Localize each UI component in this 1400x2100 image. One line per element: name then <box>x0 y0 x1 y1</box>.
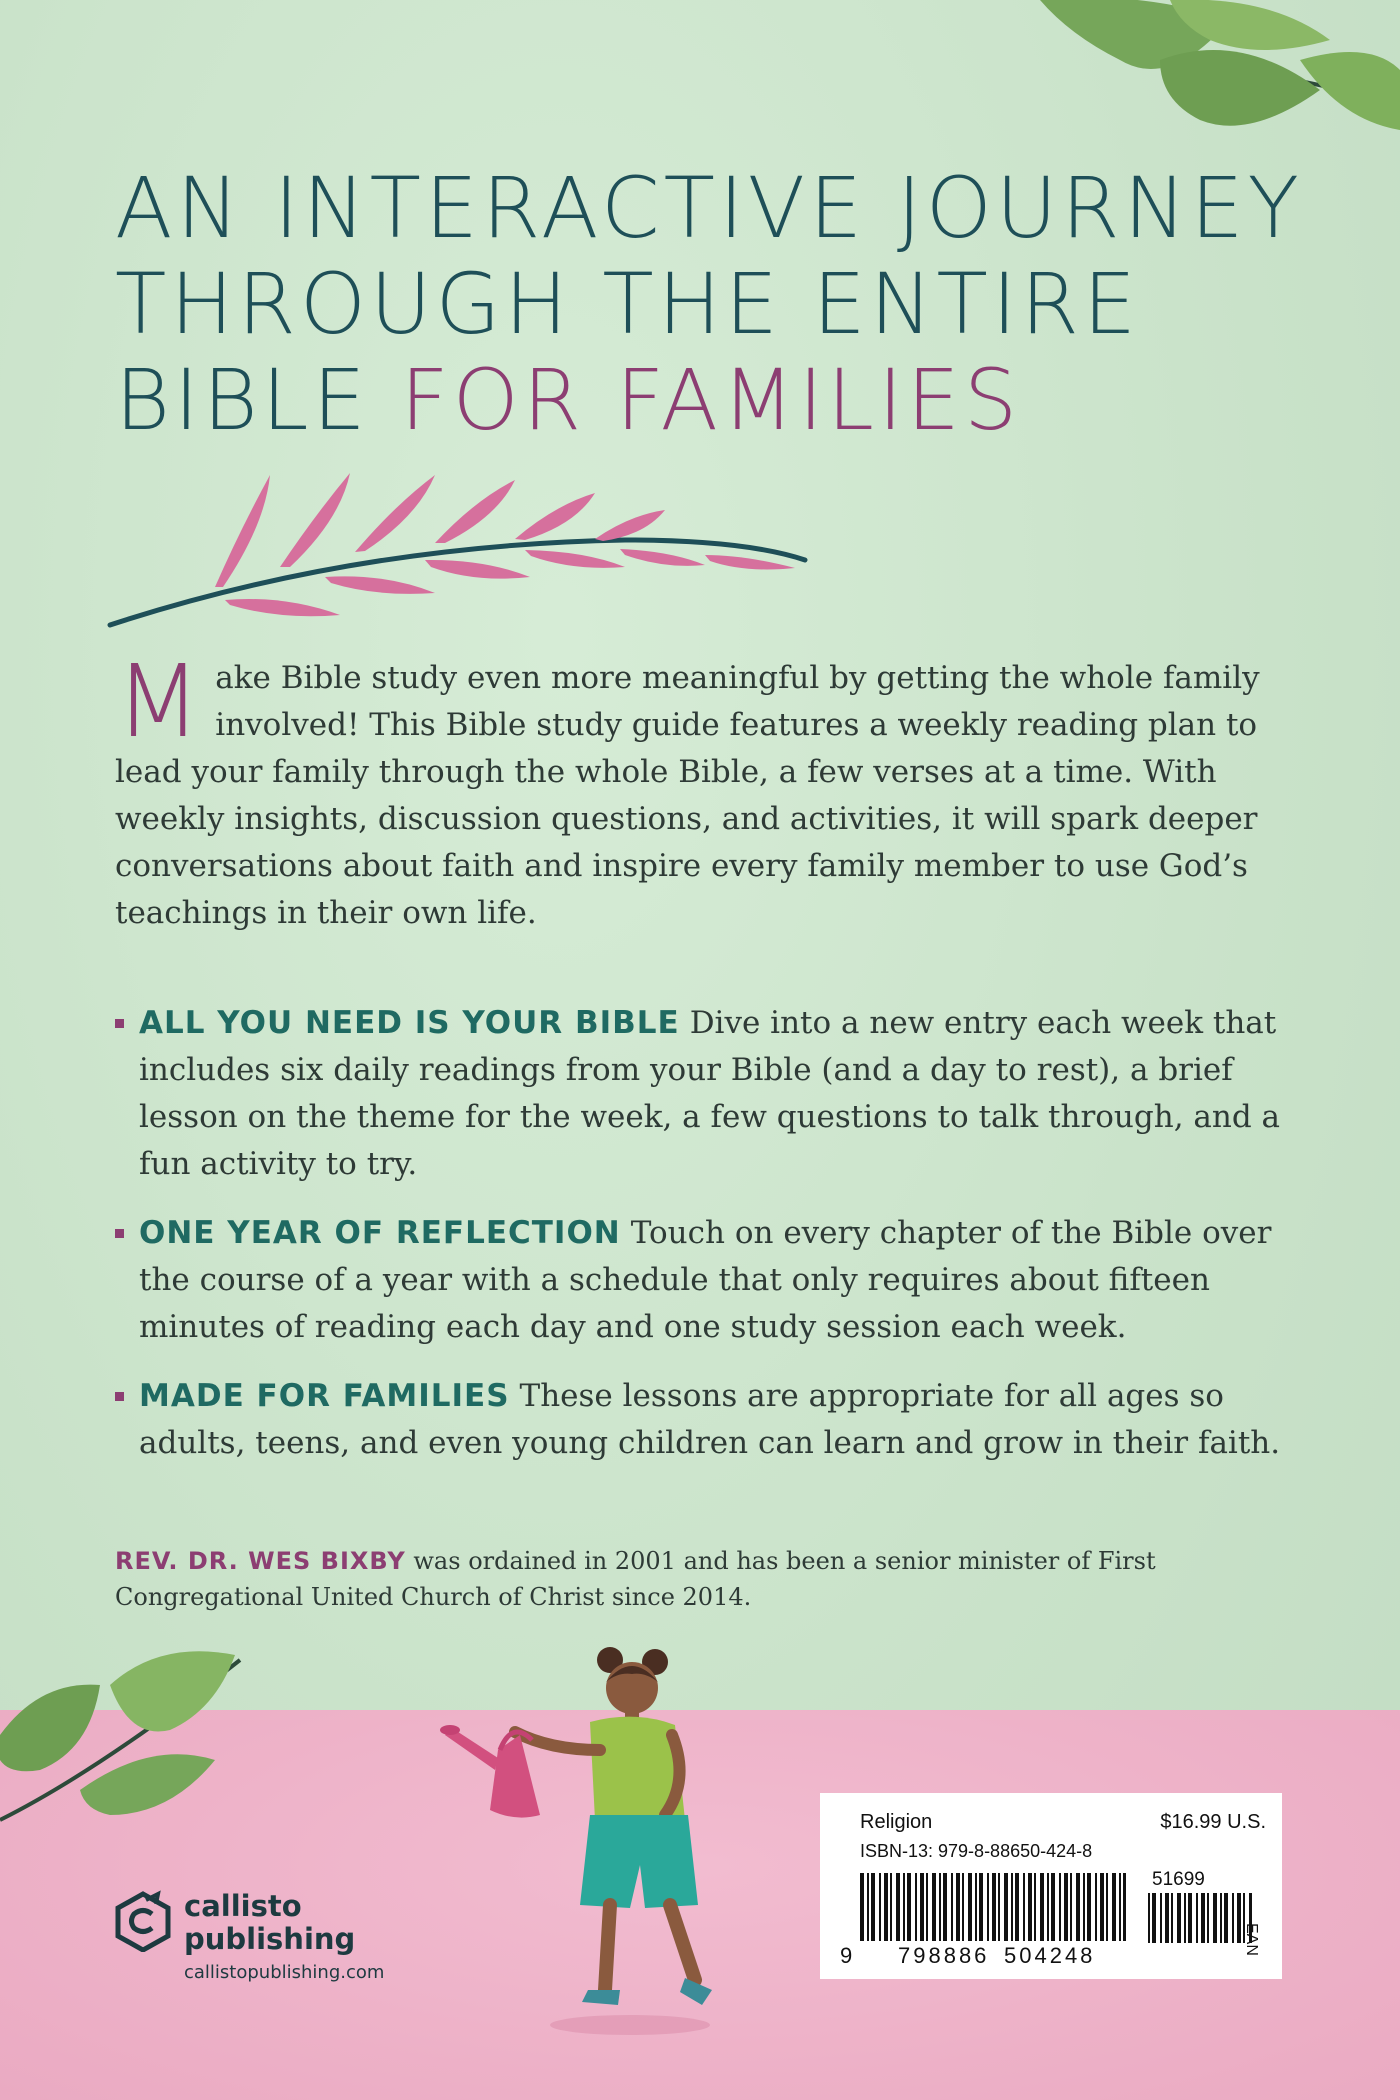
barcode-bar <box>939 1873 941 1941</box>
intro-paragraph <box>115 643 1275 937</box>
barcode-bar <box>1237 1893 1241 1943</box>
barcode-bar <box>1165 1893 1169 1943</box>
barcode-bar <box>1070 1873 1072 1941</box>
barcode-digit-first: 9 <box>840 1943 853 1968</box>
author-name: REV. DR. WES BIXBY <box>115 1547 406 1575</box>
barcode-bar <box>896 1873 900 1941</box>
barcode-bars <box>820 1867 1282 1947</box>
barcode-bar <box>1160 1893 1162 1943</box>
barcode-bar <box>920 1873 924 1941</box>
barcode-bar <box>975 1873 977 1941</box>
barcode-bar <box>987 1873 989 1941</box>
publisher-name <box>184 1890 355 1956</box>
barcode-bar <box>1083 1873 1085 1941</box>
barcode-bar <box>1051 1873 1055 1941</box>
barcode-bar <box>1232 1893 1234 1943</box>
barcode-bar <box>998 1873 1000 1941</box>
barcode-bar <box>951 1873 953 1941</box>
feature-list <box>115 1000 1295 1489</box>
barcode-digits-left: 798886 <box>898 1943 990 1968</box>
barcode-bar <box>903 1873 905 1941</box>
headline-line-1: AN INTERACTIVE JOURNEY <box>115 159 1303 257</box>
barcode-bar <box>932 1873 936 1941</box>
feature-item <box>115 1373 1295 1467</box>
girl-watering-can-illustration <box>440 1640 770 2040</box>
headline-line-2: THROUGH THE ENTIRE <box>115 255 1141 353</box>
bullet-square-icon <box>115 1019 124 1028</box>
feature-text: Dive into a new entry each week that includes six daily readings from your Bible (and a day to rest), a brief lesson on the theme for the week, a few questions to talk through, and a fun activity to try. <box>139 1005 1281 1182</box>
publisher-url[interactable]: callistopublishing.com <box>184 1962 385 1983</box>
barcode-bar <box>943 1873 947 1941</box>
author-bio <box>115 1543 1275 1615</box>
barcode-digits-right: 504248 <box>1004 1943 1096 1968</box>
headline-for-families: FOR FAMILIES <box>400 351 1022 449</box>
barcode-bar <box>968 1873 972 1941</box>
barcode-bar <box>867 1873 869 1941</box>
barcode-bar <box>1040 1873 1044 1941</box>
feature-text: These lessons are appropriate for all ages so adults, teens, and even young children can learn and grow in their faith. <box>139 1378 1281 1461</box>
barcode-category: Religion <box>860 1811 933 1833</box>
barcode-bar <box>871 1873 875 1941</box>
barcode-bar <box>907 1873 911 1941</box>
barcode-ean-label: EAN <box>1243 1923 1260 1956</box>
feature-title: ALL YOU NEED IS YOUR BIBLE <box>139 1005 680 1041</box>
barcode-bar <box>1196 1893 1198 1943</box>
barcode-bar <box>1076 1873 1080 1941</box>
feature-item <box>115 1210 1295 1351</box>
barcode-price: $16.99 U.S. <box>1160 1811 1266 1833</box>
author-bio-text: was ordained in 2001 and has been a senior minister of First Congregational United Church of Christ since 2014. <box>115 1547 1156 1611</box>
barcode-bar <box>1011 1873 1013 1941</box>
barcode-bar <box>915 1873 917 1941</box>
barcode-bar <box>1034 1873 1036 1941</box>
barcode-bar <box>1064 1873 1068 1941</box>
feature-text: Touch on every chapter of the Bible over the course of a year with a schedule that only requires about fifteen minutes of reading each day and one study session each week. <box>139 1215 1272 1345</box>
barcode-bar <box>1059 1873 1061 1941</box>
barcode-bar <box>1201 1893 1205 1943</box>
publisher-name-line-2: publishing <box>184 1922 356 1956</box>
barcode-bar <box>1148 1893 1150 1943</box>
barcode-bar <box>1152 1893 1156 1943</box>
barcode-bar <box>1015 1873 1019 1941</box>
barcode-bar <box>926 1873 928 1941</box>
publisher-name-line-1: callisto <box>184 1889 302 1923</box>
barcode-bar <box>1123 1873 1126 1941</box>
barcode-label <box>820 1793 1282 1979</box>
barcode-bar <box>1047 1873 1049 1941</box>
headline-bible: BIBLE <box>115 351 370 449</box>
barcode-bar <box>1188 1893 1192 1943</box>
barcode-bar <box>1220 1893 1222 1943</box>
barcode-bar <box>992 1873 996 1941</box>
leaf-cluster-top-right <box>1000 0 1400 150</box>
barcode-bar <box>1028 1873 1032 1941</box>
barcode-bar <box>1023 1873 1025 1941</box>
barcode-bar <box>879 1873 881 1941</box>
barcode-bar <box>1184 1893 1186 1943</box>
barcode-bar <box>1119 1873 1121 1941</box>
barcode-bar <box>884 1873 888 1941</box>
headline-line-3 <box>115 352 1315 448</box>
feature-title: MADE FOR FAMILIES <box>139 1378 510 1414</box>
leaf-cluster-left <box>0 1640 260 1830</box>
barcode-isbn: ISBN-13: 979-8-88650-424-8 <box>860 1841 1093 1861</box>
fern-branch-decoration <box>105 455 825 640</box>
barcode-bar <box>1171 1893 1173 1943</box>
barcode-bar <box>1106 1873 1108 1941</box>
barcode-bar <box>1095 1873 1097 1941</box>
barcode-bar <box>1100 1873 1104 1941</box>
feature-item <box>115 1000 1295 1188</box>
barcode-addon-digits: 51699 <box>1152 1869 1205 1890</box>
barcode-bar <box>890 1873 892 1941</box>
intro-dropcap: M <box>115 643 202 760</box>
barcode-bar <box>860 1873 864 1941</box>
barcode-bar <box>962 1873 964 1941</box>
barcode-bar <box>1112 1873 1116 1941</box>
feature-title: ONE YEAR OF REFLECTION <box>139 1215 621 1251</box>
bullet-square-icon <box>115 1229 124 1238</box>
barcode-bar <box>1213 1893 1217 1943</box>
barcode-bar <box>1207 1893 1209 1943</box>
intro-text: ake Bible study even more meaningful by getting the whole family involved! This Bible study guide features a weekly reading plan to lead your family through the whole Bible, a few verses at a time. With weekly insights, discussion questions, and activities, it will spark deeper conversations about faith and inspire every family member to use God’s teachings in their own life. <box>115 660 1260 931</box>
bullet-square-icon <box>115 1392 124 1401</box>
callisto-logo-icon <box>112 1890 174 1952</box>
barcode-bar <box>1004 1873 1008 1941</box>
barcode-bar <box>1177 1893 1181 1943</box>
barcode-bar <box>1224 1893 1228 1943</box>
barcode-bar <box>979 1873 983 1941</box>
barcode-bar <box>956 1873 960 1941</box>
barcode-bar <box>1087 1873 1091 1941</box>
headline <box>115 160 1315 448</box>
